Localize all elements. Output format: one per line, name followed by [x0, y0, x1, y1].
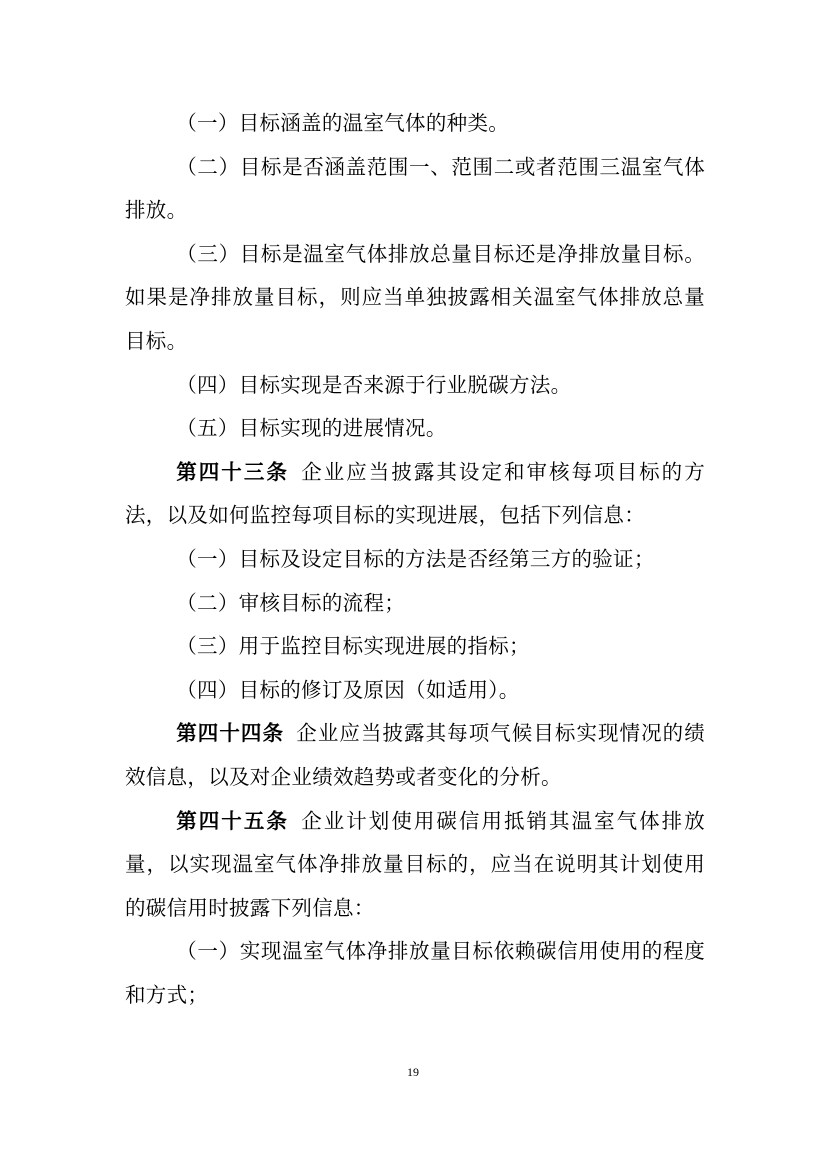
- paragraph: [125, 407, 705, 451]
- paragraph: [125, 364, 705, 408]
- paragraph: [125, 625, 705, 669]
- paragraph: [125, 712, 705, 799]
- paragraph-text: （三）目标是温室气体排放总量目标还是净排放量目标。如果是净排放量目标，则应当单独披露相关温室气体排放总量目标。: [125, 241, 705, 353]
- paragraph-text: （四）目标的修订及原因（如适用）。: [176, 677, 520, 702]
- paragraph-text: （三）用于监控目标实现进展的指标；: [176, 634, 530, 659]
- article-heading: 第四十五条: [176, 808, 289, 833]
- paragraph: [125, 930, 705, 1017]
- paragraph-text: 企业应当披露其设定和审核每项目标的方法，以及如何监控每项目标的实现进展，包括下列信息：: [125, 459, 706, 528]
- paragraph-text: （二）目标是否涵盖范围一、范围二或者范围三温室气体排放。: [125, 154, 705, 223]
- paragraph: [125, 102, 705, 146]
- paragraph-text: （二）审核目标的流程；: [176, 590, 406, 615]
- paragraph-text: （一）目标涵盖的温室气体的种类。: [176, 111, 510, 135]
- paragraph: [125, 538, 705, 582]
- document-body: [125, 102, 705, 1017]
- paragraph-text: （四）目标实现是否来源于行业脱碳方法。: [176, 372, 572, 397]
- paragraph-text: 企业应当披露其每项气候目标实现情况的绩效信息，以及对企业绩效趋势或者变化的分析。: [125, 721, 705, 789]
- paragraph-text: （一）目标及设定目标的方法是否经第三方的验证；: [176, 546, 655, 571]
- page-number: 19: [407, 1065, 419, 1079]
- paragraph-text: 企业计划使用碳信用抵销其温室气体排放量，以实现温室气体净排放量目标的，应当在说明其计划使用的碳信用时披露下列信息：: [125, 808, 706, 920]
- paragraph: [125, 800, 705, 931]
- article-heading: 第四十三条: [176, 459, 289, 484]
- paragraph: [125, 582, 705, 626]
- paragraph-text: （一）实现温室气体净排放量目标依赖碳信用使用的程度和方式；: [125, 939, 705, 1007]
- paragraph: [125, 233, 705, 364]
- paragraph: [125, 669, 705, 713]
- paragraph: [125, 451, 705, 538]
- paragraph: [125, 146, 705, 233]
- article-heading: 第四十四条: [176, 721, 284, 746]
- paragraph-text: （五）目标实现的进展情况。: [176, 416, 447, 441]
